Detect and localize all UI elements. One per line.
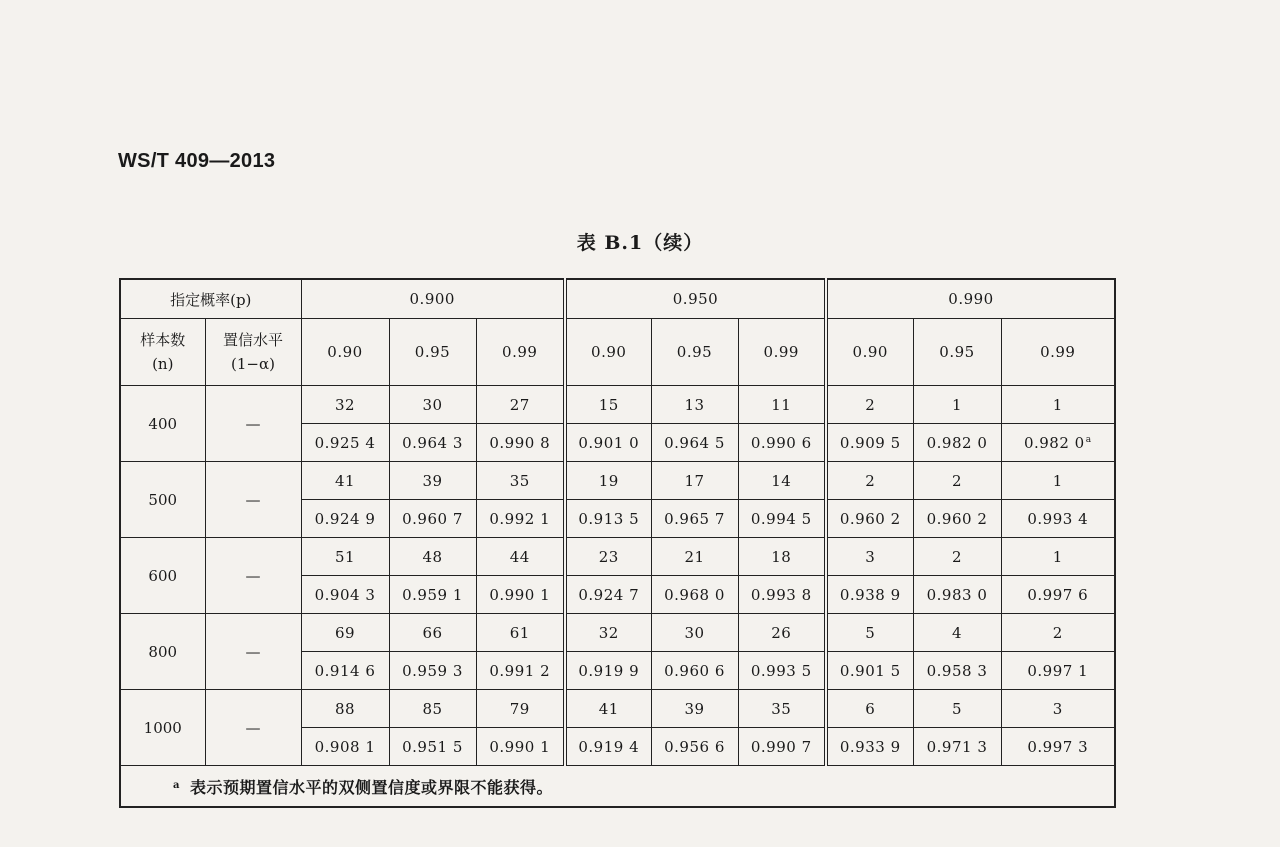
confidence-cell: [1001, 576, 1115, 614]
count-cell: 5: [826, 614, 913, 652]
confidence-cell: [826, 576, 913, 614]
confidence-cell: [651, 500, 738, 538]
count-cell: 79: [476, 690, 565, 728]
confidence-cell: [1001, 500, 1115, 538]
count-cell: 1: [1001, 462, 1115, 500]
count-cell: 2: [913, 462, 1001, 500]
confidence-value: 0.924 7: [578, 585, 640, 604]
conf-header-line-2: (1−α): [231, 355, 275, 373]
header-row-probability: [120, 279, 1115, 319]
confidence-value: 0.997 3: [1027, 737, 1089, 756]
sample-size-cell: 600: [120, 538, 205, 614]
p-label: 指定概率(p): [120, 279, 301, 319]
confidence-cell: [476, 728, 565, 766]
confidence-cell: [565, 424, 651, 462]
confidence-value: 0.913 5: [578, 509, 640, 528]
confidence-value: 0.990 1: [489, 737, 551, 756]
confidence-cell: [826, 728, 913, 766]
count-cell: 27: [476, 386, 565, 424]
table-row: [120, 538, 1115, 576]
level-header: 0.99: [1001, 319, 1115, 386]
confidence-value: 0.924 9: [314, 509, 376, 528]
confidence-value: 0.925 4: [314, 433, 376, 452]
confidence-value: 0.997 1: [1027, 661, 1089, 680]
confidence-cell: [651, 424, 738, 462]
confidence-cell: [301, 728, 389, 766]
count-cell: 1: [1001, 538, 1115, 576]
confidence-cell: [738, 500, 826, 538]
footnote: [120, 766, 1115, 808]
count-cell: 51: [301, 538, 389, 576]
confidence-cell: [565, 652, 651, 690]
count-cell: 61: [476, 614, 565, 652]
confidence-value: 0.951 5: [402, 737, 463, 756]
count-cell: 19: [565, 462, 651, 500]
count-cell: 44: [476, 538, 565, 576]
confidence-cell: [301, 652, 389, 690]
count-cell: 41: [565, 690, 651, 728]
confidence-cell: [651, 652, 738, 690]
count-cell: 41: [301, 462, 389, 500]
confidence-cell: [826, 500, 913, 538]
confidence-cell: [1001, 424, 1115, 462]
table-row: [120, 386, 1115, 424]
count-cell: 6: [826, 690, 913, 728]
table-row: [120, 462, 1115, 500]
confidence-value: 0.960 2: [926, 509, 988, 528]
confidence-cell: [389, 500, 476, 538]
level-header: 0.99: [476, 319, 565, 386]
count-cell: 88: [301, 690, 389, 728]
header-row-levels: [120, 319, 1115, 386]
confidence-value: 0.990 7: [750, 737, 812, 756]
count-cell: 21: [651, 538, 738, 576]
level-header: 0.90: [826, 319, 913, 386]
confidence-value: 0.997 6: [1027, 585, 1089, 604]
confidence-value: 0.919 4: [578, 737, 640, 756]
tolerance-table: [119, 278, 1116, 808]
count-cell: 39: [651, 690, 738, 728]
count-cell: 66: [389, 614, 476, 652]
confidence-value: 0.994 5: [750, 509, 812, 528]
confidence-value: 0.958 3: [926, 661, 988, 680]
confidence-value: 0.908 1: [314, 737, 376, 756]
confidence-value: 0.983 0: [926, 585, 988, 604]
count-cell: 26: [738, 614, 826, 652]
confidence-cell: [1001, 728, 1115, 766]
sample-size-cell: 800: [120, 614, 205, 690]
confidence-cell: [389, 728, 476, 766]
confidence-value: 0.959 1: [402, 585, 463, 604]
count-cell: 18: [738, 538, 826, 576]
confidence-cell: [476, 576, 565, 614]
confidence-cell: [913, 500, 1001, 538]
document-code: WS/T 409—2013: [118, 150, 276, 172]
confidence-cell: [301, 576, 389, 614]
confidence-cell: [476, 424, 565, 462]
count-cell: 32: [565, 614, 651, 652]
confidence-value: 0.990 6: [750, 433, 812, 452]
confidence-value: 0.990 1: [489, 585, 551, 604]
count-cell: 30: [651, 614, 738, 652]
count-cell: 17: [651, 462, 738, 500]
count-cell: 15: [565, 386, 651, 424]
count-cell: 2: [913, 538, 1001, 576]
confidence-value: 0.901 5: [839, 661, 901, 680]
confidence-value: 0.992 1: [489, 509, 551, 528]
confidence-cell: [738, 728, 826, 766]
confidence-value: 0.901 0: [578, 433, 640, 452]
confidence-value: 0.965 7: [664, 509, 725, 528]
count-cell: 48: [389, 538, 476, 576]
confidence-cell: [476, 652, 565, 690]
count-cell: 14: [738, 462, 826, 500]
confidence-value: 0.993 5: [750, 661, 812, 680]
p-value-0: 0.900: [301, 279, 565, 319]
confidence-cell: [389, 652, 476, 690]
count-cell: 5: [913, 690, 1001, 728]
count-cell: 69: [301, 614, 389, 652]
confidence-value: 0.919 9: [578, 661, 640, 680]
confidence-cell: [565, 500, 651, 538]
confidence-cell: [1001, 652, 1115, 690]
p-value-1: 0.950: [565, 279, 826, 319]
count-cell: 2: [1001, 614, 1115, 652]
confidence-cell: [389, 424, 476, 462]
sample-size-cell: 400: [120, 386, 205, 462]
footnote-mark: a: [173, 779, 180, 791]
confidence-value: 0.990 8: [489, 433, 551, 452]
count-cell: 32: [301, 386, 389, 424]
count-cell: 23: [565, 538, 651, 576]
count-cell: 39: [389, 462, 476, 500]
table-row: [120, 614, 1115, 652]
count-cell: 1: [1001, 386, 1115, 424]
confidence-value: 0.968 0: [664, 585, 725, 604]
footnote-row: [120, 766, 1115, 808]
count-cell: 13: [651, 386, 738, 424]
confidence-cell: [913, 424, 1001, 462]
confidence-cell: [565, 576, 651, 614]
confidence-value: 0.991 2: [489, 661, 551, 680]
confidence-value: 0.960 2: [839, 509, 901, 528]
conf-header: [205, 319, 301, 386]
confidence-cell: [738, 652, 826, 690]
confidence-cell: [913, 728, 1001, 766]
confidence-cell: [826, 652, 913, 690]
count-cell: 3: [826, 538, 913, 576]
confidence-value: 0.964 5: [664, 433, 725, 452]
confidence-cell: [738, 424, 826, 462]
conf-level-cell: —: [205, 538, 301, 614]
confidence-value: 0.960 7: [402, 509, 463, 528]
confidence-value: 0.938 9: [839, 585, 901, 604]
confidence-cell: [301, 500, 389, 538]
conf-level-cell: —: [205, 462, 301, 538]
confidence-cell: [651, 576, 738, 614]
count-cell: 85: [389, 690, 476, 728]
conf-level-cell: —: [205, 386, 301, 462]
confidence-cell: [913, 652, 1001, 690]
confidence-value: 0.956 6: [664, 737, 725, 756]
footnote-text: 表示预期置信水平的双侧置信度或界限不能获得。: [189, 777, 553, 797]
level-header: 0.95: [651, 319, 738, 386]
confidence-value: 0.964 3: [402, 433, 463, 452]
count-cell: 3: [1001, 690, 1115, 728]
confidence-cell: [389, 576, 476, 614]
level-header: 0.95: [389, 319, 476, 386]
confidence-value: 0.993 8: [750, 585, 812, 604]
confidence-value: 0.982 0: [1023, 433, 1085, 452]
confidence-cell: [738, 576, 826, 614]
conf-header-line-1: 置信水平: [222, 331, 283, 349]
count-cell: 30: [389, 386, 476, 424]
level-header: 0.95: [913, 319, 1001, 386]
confidence-value: 0.914 6: [314, 661, 376, 680]
count-cell: 35: [738, 690, 826, 728]
count-cell: 4: [913, 614, 1001, 652]
confidence-value: 0.960 6: [664, 661, 725, 680]
sample-size-cell: 1000: [120, 690, 205, 766]
confidence-cell: [651, 728, 738, 766]
table-title: 表 B.1（续）: [576, 232, 704, 254]
count-cell: 1: [913, 386, 1001, 424]
n-header-line-2: (n): [152, 355, 174, 373]
level-header: 0.90: [565, 319, 651, 386]
level-header: 0.99: [738, 319, 826, 386]
confidence-cell: [476, 500, 565, 538]
n-header-line-1: 样本数: [140, 331, 186, 349]
level-header: 0.90: [301, 319, 389, 386]
confidence-cell: [565, 728, 651, 766]
count-cell: 35: [476, 462, 565, 500]
confidence-value: 0.959 3: [402, 661, 463, 680]
confidence-value: 0.982 0: [926, 433, 988, 452]
confidence-cell: [826, 424, 913, 462]
p-value-2: 0.990: [826, 279, 1115, 319]
sample-size-cell: 500: [120, 462, 205, 538]
n-header: [120, 319, 205, 386]
confidence-value: 0.993 4: [1027, 509, 1089, 528]
count-cell: 11: [738, 386, 826, 424]
confidence-value: 0.933 9: [839, 737, 901, 756]
table-row: [120, 690, 1115, 728]
confidence-value: 0.909 5: [839, 433, 901, 452]
confidence-cell: [301, 424, 389, 462]
footnote-marker: a: [1085, 434, 1092, 445]
count-cell: 2: [826, 462, 913, 500]
confidence-value: 0.904 3: [314, 585, 376, 604]
confidence-value: 0.971 3: [926, 737, 988, 756]
conf-level-cell: —: [205, 690, 301, 766]
conf-level-cell: —: [205, 614, 301, 690]
confidence-cell: [913, 576, 1001, 614]
count-cell: 2: [826, 386, 913, 424]
